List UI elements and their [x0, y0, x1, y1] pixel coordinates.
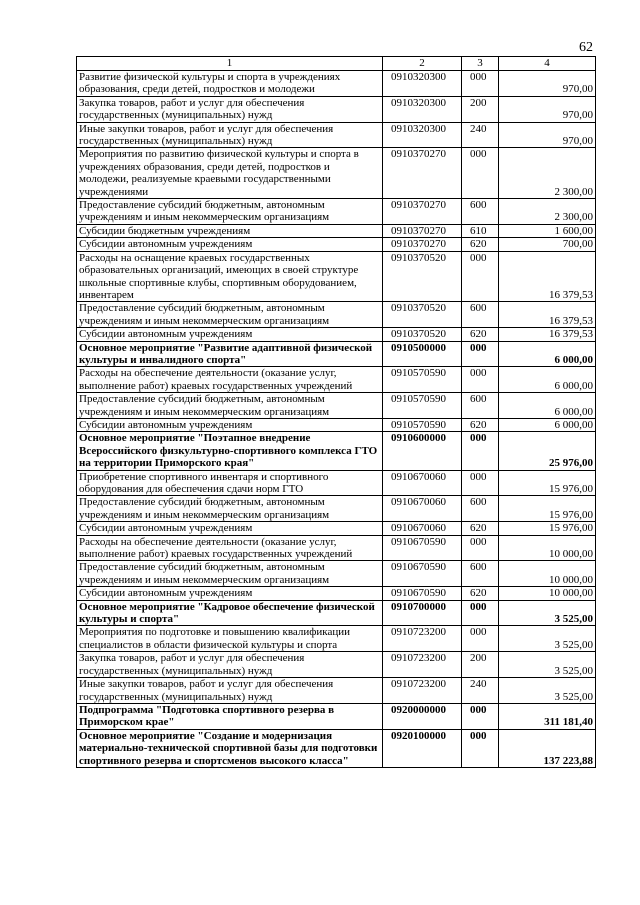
row-name-cell: Субсидии автономным учреждениям	[77, 238, 383, 251]
table-row	[77, 432, 596, 470]
table-row	[77, 238, 596, 251]
row-name-cell: Закупка товаров, работ и услуг для обеспечения государственных (муниципальных) нужд	[77, 96, 383, 122]
row-name-cell: Мероприятия по подготовке и повышению квалификации специалистов в области физической культуры и спорта	[77, 626, 383, 652]
row-amount-cell: 2 300,00	[499, 199, 596, 225]
table-header	[77, 57, 596, 71]
row-type-cell: 000	[462, 432, 499, 470]
row-name-cell: Субсидии автономным учреждениям	[77, 587, 383, 600]
table-row	[77, 535, 596, 561]
row-type-cell: 600	[462, 496, 499, 522]
row-code-cell: 0910370520	[383, 251, 462, 302]
row-code-cell: 0910500000	[383, 341, 462, 367]
page-number: 62	[579, 40, 593, 55]
row-code-cell: 0910370270	[383, 148, 462, 199]
row-amount-cell: 1 600,00	[499, 224, 596, 237]
row-name-cell: Приобретение спортивного инвентаря и спортивного оборудования для обеспечения сдачи норм ГТО	[77, 470, 383, 496]
row-amount-cell: 311 181,40	[499, 703, 596, 729]
table-row	[77, 122, 596, 148]
row-code-cell: 0910570590	[383, 393, 462, 419]
table-row	[77, 251, 596, 302]
row-type-cell: 620	[462, 587, 499, 600]
column-header-type: 3	[462, 57, 499, 71]
row-type-cell: 200	[462, 652, 499, 678]
row-amount-cell: 6 000,00	[499, 393, 596, 419]
row-code-cell: 0910370520	[383, 302, 462, 328]
row-code-cell: 0910670060	[383, 496, 462, 522]
table-row	[77, 302, 596, 328]
column-header-amount: 4	[499, 57, 596, 71]
row-type-cell: 600	[462, 302, 499, 328]
row-amount-cell: 15 976,00	[499, 470, 596, 496]
row-name-cell: Закупка товаров, работ и услуг для обеспечения государственных (муниципальных) нужд	[77, 652, 383, 678]
row-amount-cell: 10 000,00	[499, 561, 596, 587]
row-code-cell: 0910670060	[383, 470, 462, 496]
row-type-cell: 610	[462, 224, 499, 237]
table-row	[77, 341, 596, 367]
row-code-cell: 0910370270	[383, 224, 462, 237]
row-name-cell: Предоставление субсидий бюджетным, автономным учреждениям и иным некоммерческим организациям	[77, 561, 383, 587]
row-code-cell: 0910723200	[383, 652, 462, 678]
table-row	[77, 600, 596, 626]
row-name-cell: Подпрограмма "Подготовка спортивного резерва в Приморском крае"	[77, 703, 383, 729]
row-type-cell: 000	[462, 600, 499, 626]
table-body	[77, 71, 596, 768]
table-row	[77, 199, 596, 225]
row-code-cell: 0920000000	[383, 703, 462, 729]
row-code-cell: 0910670060	[383, 522, 462, 535]
row-type-cell: 000	[462, 251, 499, 302]
row-type-cell: 000	[462, 626, 499, 652]
row-amount-cell: 2 300,00	[499, 148, 596, 199]
row-code-cell: 0920100000	[383, 729, 462, 767]
row-code-cell: 0910570590	[383, 367, 462, 393]
row-name-cell: Предоставление субсидий бюджетным, автономным учреждениям и иным некоммерческим организациям	[77, 302, 383, 328]
row-name-cell: Иные закупки товаров, работ и услуг для обеспечения государственных (муниципальных) нужд	[77, 122, 383, 148]
row-name-cell: Расходы на обеспечение деятельности (оказание услуг, выполнение работ) краевых государственных учреждений	[77, 367, 383, 393]
row-code-cell: 0910320300	[383, 96, 462, 122]
row-amount-cell: 16 379,53	[499, 302, 596, 328]
row-name-cell: Предоставление субсидий бюджетным, автономным учреждениям и иным некоммерческим организациям	[77, 496, 383, 522]
table-row	[77, 367, 596, 393]
table-row	[77, 703, 596, 729]
row-name-cell: Субсидии бюджетным учреждениям	[77, 224, 383, 237]
table-row	[77, 626, 596, 652]
row-type-cell: 200	[462, 96, 499, 122]
table-row	[77, 148, 596, 199]
row-amount-cell: 15 976,00	[499, 522, 596, 535]
row-amount-cell: 6 000,00	[499, 418, 596, 431]
table-row	[77, 328, 596, 341]
row-code-cell: 0910370520	[383, 328, 462, 341]
row-name-cell: Основное мероприятие "Кадровое обеспечение физической культуры и спорта"	[77, 600, 383, 626]
table-row	[77, 729, 596, 767]
table-row	[77, 522, 596, 535]
row-amount-cell: 25 976,00	[499, 432, 596, 470]
row-amount-cell: 970,00	[499, 96, 596, 122]
table-row	[77, 587, 596, 600]
row-amount-cell: 15 976,00	[499, 496, 596, 522]
column-header-code: 2	[383, 57, 462, 71]
row-name-cell: Развитие физической культуры и спорта в учреждениях образования, среди детей, подростков и молодежи	[77, 71, 383, 97]
row-type-cell: 000	[462, 729, 499, 767]
row-type-cell: 620	[462, 418, 499, 431]
row-name-cell: Предоставление субсидий бюджетным, автономным учреждениям и иным некоммерческим организациям	[77, 393, 383, 419]
budget-table	[76, 56, 596, 768]
row-type-cell: 620	[462, 238, 499, 251]
table-row	[77, 71, 596, 97]
row-amount-cell: 6 000,00	[499, 341, 596, 367]
row-type-cell: 000	[462, 341, 499, 367]
row-type-cell: 000	[462, 535, 499, 561]
table-row	[77, 224, 596, 237]
row-code-cell: 0910570590	[383, 418, 462, 431]
row-type-cell: 000	[462, 71, 499, 97]
row-type-cell: 600	[462, 561, 499, 587]
row-name-cell: Расходы на оснащение краевых государственных образовательных организаций, имеющих в своей структуре школьные спортивные клубы, спортивным оборудованием, инвентарем	[77, 251, 383, 302]
row-type-cell: 000	[462, 148, 499, 199]
row-name-cell: Мероприятия по развитию физической культуры и спорта в учреждениях образования, среди детей, подростков и молодежи, реализуемые краевыми государственными учреждениями	[77, 148, 383, 199]
row-type-cell: 620	[462, 522, 499, 535]
row-code-cell: 0910670590	[383, 561, 462, 587]
row-code-cell: 0910370270	[383, 238, 462, 251]
row-amount-cell: 16 379,53	[499, 328, 596, 341]
row-code-cell: 0910670590	[383, 535, 462, 561]
row-amount-cell: 137 223,88	[499, 729, 596, 767]
table-row	[77, 470, 596, 496]
table-row	[77, 652, 596, 678]
table-row	[77, 393, 596, 419]
row-type-cell: 600	[462, 199, 499, 225]
row-amount-cell: 970,00	[499, 122, 596, 148]
row-amount-cell: 3 525,00	[499, 600, 596, 626]
row-amount-cell: 10 000,00	[499, 587, 596, 600]
row-type-cell: 000	[462, 367, 499, 393]
table-row	[77, 496, 596, 522]
row-name-cell: Основное мероприятие "Создание и модернизация материально-технической спортивной базы для подготовки спортивного резерва и спортсменов высокого класса"	[77, 729, 383, 767]
row-name-cell: Основное мероприятие "Развитие адаптивной физической культуры и инвалидного спорта"	[77, 341, 383, 367]
row-code-cell: 0910723200	[383, 678, 462, 704]
row-amount-cell: 700,00	[499, 238, 596, 251]
row-type-cell: 240	[462, 678, 499, 704]
table-row	[77, 418, 596, 431]
row-name-cell: Иные закупки товаров, работ и услуг для обеспечения государственных (муниципальных) нужд	[77, 678, 383, 704]
table-row	[77, 678, 596, 704]
row-name-cell: Субсидии автономным учреждениям	[77, 328, 383, 341]
row-amount-cell: 3 525,00	[499, 652, 596, 678]
row-type-cell: 600	[462, 393, 499, 419]
row-type-cell: 000	[462, 470, 499, 496]
row-amount-cell: 3 525,00	[499, 678, 596, 704]
row-name-cell: Основное мероприятие "Поэтапное внедрение Всероссийского физкультурно-спортивного комплекса ГТО на территории Приморского края"	[77, 432, 383, 470]
row-amount-cell: 6 000,00	[499, 367, 596, 393]
column-header-name: 1	[77, 57, 383, 71]
row-type-cell: 240	[462, 122, 499, 148]
row-type-cell: 000	[462, 703, 499, 729]
row-code-cell: 0910320300	[383, 71, 462, 97]
row-code-cell: 0910600000	[383, 432, 462, 470]
row-amount-cell: 16 379,53	[499, 251, 596, 302]
table-row	[77, 561, 596, 587]
row-code-cell: 0910723200	[383, 626, 462, 652]
row-code-cell: 0910670590	[383, 587, 462, 600]
table-row	[77, 96, 596, 122]
row-type-cell: 620	[462, 328, 499, 341]
row-amount-cell: 3 525,00	[499, 626, 596, 652]
row-name-cell: Субсидии автономным учреждениям	[77, 522, 383, 535]
row-amount-cell: 970,00	[499, 71, 596, 97]
row-code-cell: 0910320300	[383, 122, 462, 148]
row-amount-cell: 10 000,00	[499, 535, 596, 561]
row-code-cell: 0910700000	[383, 600, 462, 626]
row-name-cell: Расходы на обеспечение деятельности (оказание услуг, выполнение работ) краевых государственных учреждений	[77, 535, 383, 561]
row-code-cell: 0910370270	[383, 199, 462, 225]
row-name-cell: Субсидии автономным учреждениям	[77, 418, 383, 431]
header-row	[77, 57, 596, 71]
row-name-cell: Предоставление субсидий бюджетным, автономным учреждениям и иным некоммерческим организациям	[77, 199, 383, 225]
